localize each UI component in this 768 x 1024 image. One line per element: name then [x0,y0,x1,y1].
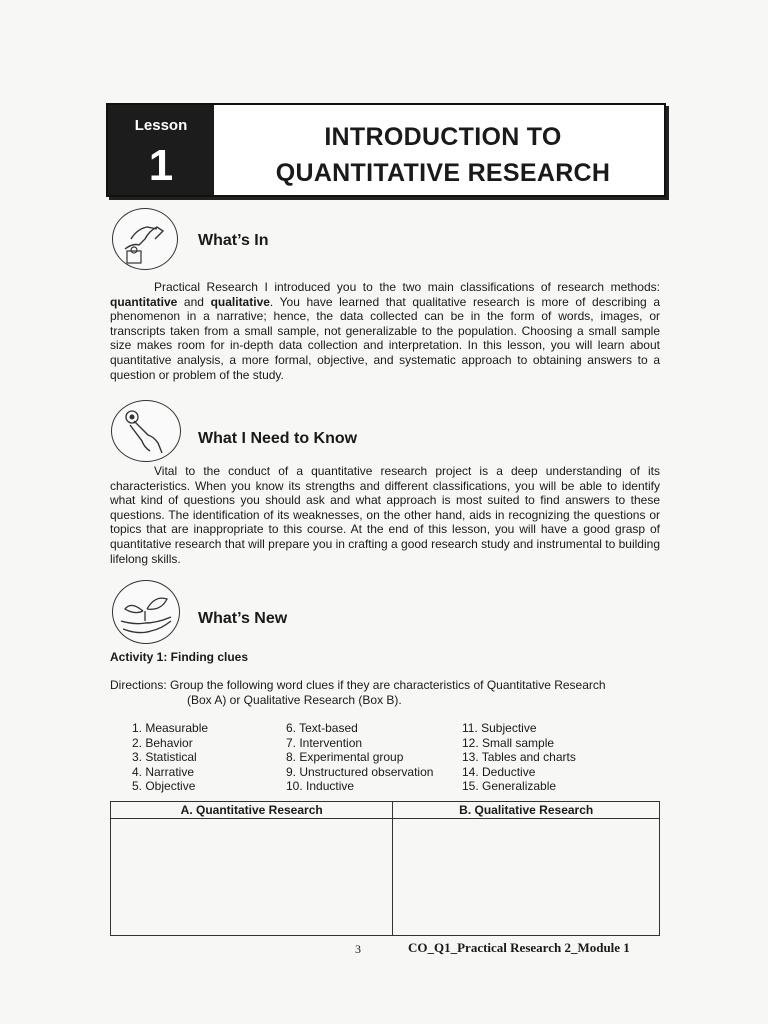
box-b-answer-area[interactable] [393,819,660,936]
lesson-number-box [108,105,214,195]
list-item: 2. Behavior [132,735,193,750]
table-header-row [111,802,660,819]
list-item: 4. Narrative [132,764,195,779]
list-item: 9. Unstructured observation [286,764,434,779]
clue-list-3 [462,721,576,794]
activity-directions [110,678,670,707]
list-item: 7. Intervention [286,735,363,750]
term-quantitative: quantitative [110,294,178,309]
puzzle-hand-icon [112,208,178,270]
lesson-number: 1 [148,141,174,190]
table-row [111,819,660,936]
list-item: 1. Measurable [132,721,209,735]
activity-title: Activity 1: Finding clues [110,650,249,664]
page-number: 3 [355,942,361,956]
module-code: CO_Q1_Practical Research 2_Module 1 [408,940,630,955]
touch-finger-icon [111,400,181,462]
list-item: 11. Subjective [462,721,537,735]
sprout-hands-icon [112,580,180,644]
lesson-title-line-2: QUANTITATIVE RESEARCH [275,159,611,187]
list-item: 14. Deductive [462,764,536,779]
clue-list-2 [286,721,433,794]
lesson-title-line-1: INTRODUCTION TO [324,123,562,151]
whats-in-text-2: . You have learned that qualitative research is more of describing a phenomenon in a narrative; hence, the data collected can be in the form of words, images, or transcripts taken from a small sample, not generalizable to the population. Choosing a small sample size makes room for in-depth data collection and interpretation. In this lesson, you will learn about quantitative analysis, a more formal, objective, and systematic approach to obtaining answers to a question or problem of the study. [110,294,660,382]
lesson-title [228,119,658,191]
list-item: 5. Objective [132,779,196,793]
whats-in-heading: What’s In [198,232,269,249]
box-a-answer-area[interactable] [111,819,393,936]
whats-in-text-and: and [177,294,211,309]
directions-line-2: (Box A) or Qualitative Research (Box B). [187,692,402,707]
box-b-header: B. Qualitative Research [393,802,660,819]
whats-in-text-1: Practical Research I introduced you to the two main classifications of research methods: [154,280,660,294]
need-to-know-heading: What I Need to Know [198,430,358,447]
clue-list-1 [132,721,208,794]
list-item: 10. Inductive [286,779,355,793]
list-item: 13. Tables and charts [462,750,576,764]
list-item: 12. Small sample [462,735,555,750]
need-to-know-paragraph [110,464,660,566]
list-item: 8. Experimental group [286,750,404,764]
lesson-label: Lesson [134,117,188,134]
answer-table [110,801,660,936]
box-a-header: A. Quantitative Research [111,802,393,819]
need-to-know-text: Vital to the conduct of a quantitative research project is a deep understanding of its characteristics. When you know its strengths and different classifications, you will be able to identify what kind of questions you should ask and what approach is most suited to find answers to these questions. The identification of its weaknesses, on the other hand, aids in recognizing the questions or topics that are inappropriate to this course. At the end of this lesson, you will have a good grasp of quantitative research that will prepare you in crafting a good research study and instrumental to building lifelong skills. [110,464,660,566]
list-item: 6. Text-based [286,721,358,735]
term-qualitative: qualitative [210,294,270,309]
list-item: 3. Statistical [132,750,197,764]
whats-in-paragraph [110,280,660,382]
directions-line-1: Directions: Group the following word clues if they are characteristics of Quantitative Research [110,678,606,692]
whats-new-heading: What’s New [198,610,288,627]
list-item: 15. Generalizable [462,779,557,793]
lesson-banner [106,103,666,197]
